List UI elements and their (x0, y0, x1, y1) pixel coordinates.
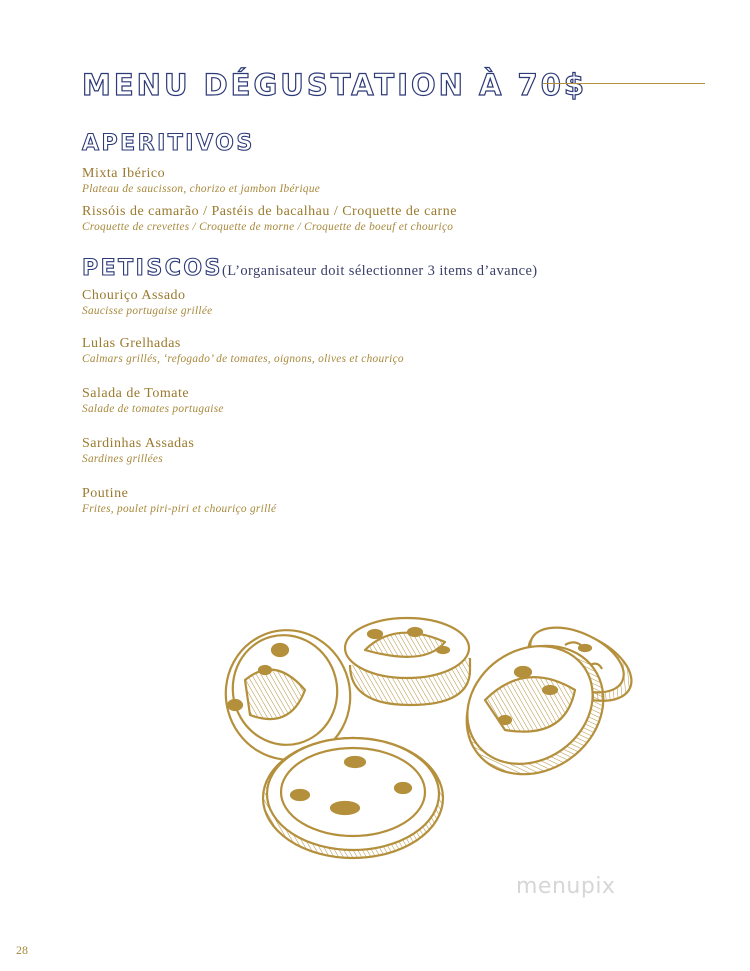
tart-bottom (263, 738, 443, 858)
menu-item-description: Plateau de saucisson, chorizo et jambon Ibérique (82, 183, 321, 195)
section-heading-aperitivos: APERITIVOS (82, 131, 255, 156)
menu-item (82, 485, 276, 517)
menu-item (82, 385, 224, 417)
menu-item (82, 335, 404, 367)
menu-item-name: Lulas Grelhadas (82, 336, 181, 351)
tart-top-middle (345, 618, 470, 705)
menu-item-description: Croquette de crevettes / Croquette de morne / Croquette de boeuf et chouriço (82, 221, 454, 233)
pasteis-de-nata-illustration (205, 610, 645, 895)
menu-item-name: Poutine (82, 486, 129, 501)
menu-item-name: Mixta Ibérico (82, 166, 166, 181)
page-number: 28 (16, 943, 28, 957)
menu-item (82, 435, 194, 467)
menu-item (82, 203, 457, 235)
menu-item-name: Rissóis de camarão / Pastéis de bacalhau / Croquette de carne (82, 204, 457, 219)
menu-item-description: Saucisse portugaise grillée (82, 305, 213, 317)
menu-item-description: Frites, poulet piri-piri et chouriço grillé (82, 503, 277, 515)
menupix-watermark: menupix (516, 874, 616, 899)
title-divider (543, 83, 705, 84)
section-note: (L’organisateur doit sélectionner 3 items d’avance) (222, 263, 538, 279)
menu-item-name: Sardinhas Assadas (82, 436, 195, 451)
menu-item (82, 165, 320, 197)
menu-item-name: Salada de Tomate (82, 386, 190, 401)
section-heading-petiscos: PETISCOS (82, 256, 223, 281)
menu-title: MENU DÉGUSTATION À 70$ (82, 68, 588, 102)
menu-item (82, 287, 212, 319)
menu-item-description: Sardines grillées (82, 453, 163, 465)
menu-item-description: Salade de tomates portugaise (82, 403, 224, 415)
menu-item-name: Chouriço Assado (82, 288, 186, 303)
menu-item-description: Calmars grillés, ‘refogado’ de tomates, oignons, olives et chouriço (82, 353, 404, 365)
